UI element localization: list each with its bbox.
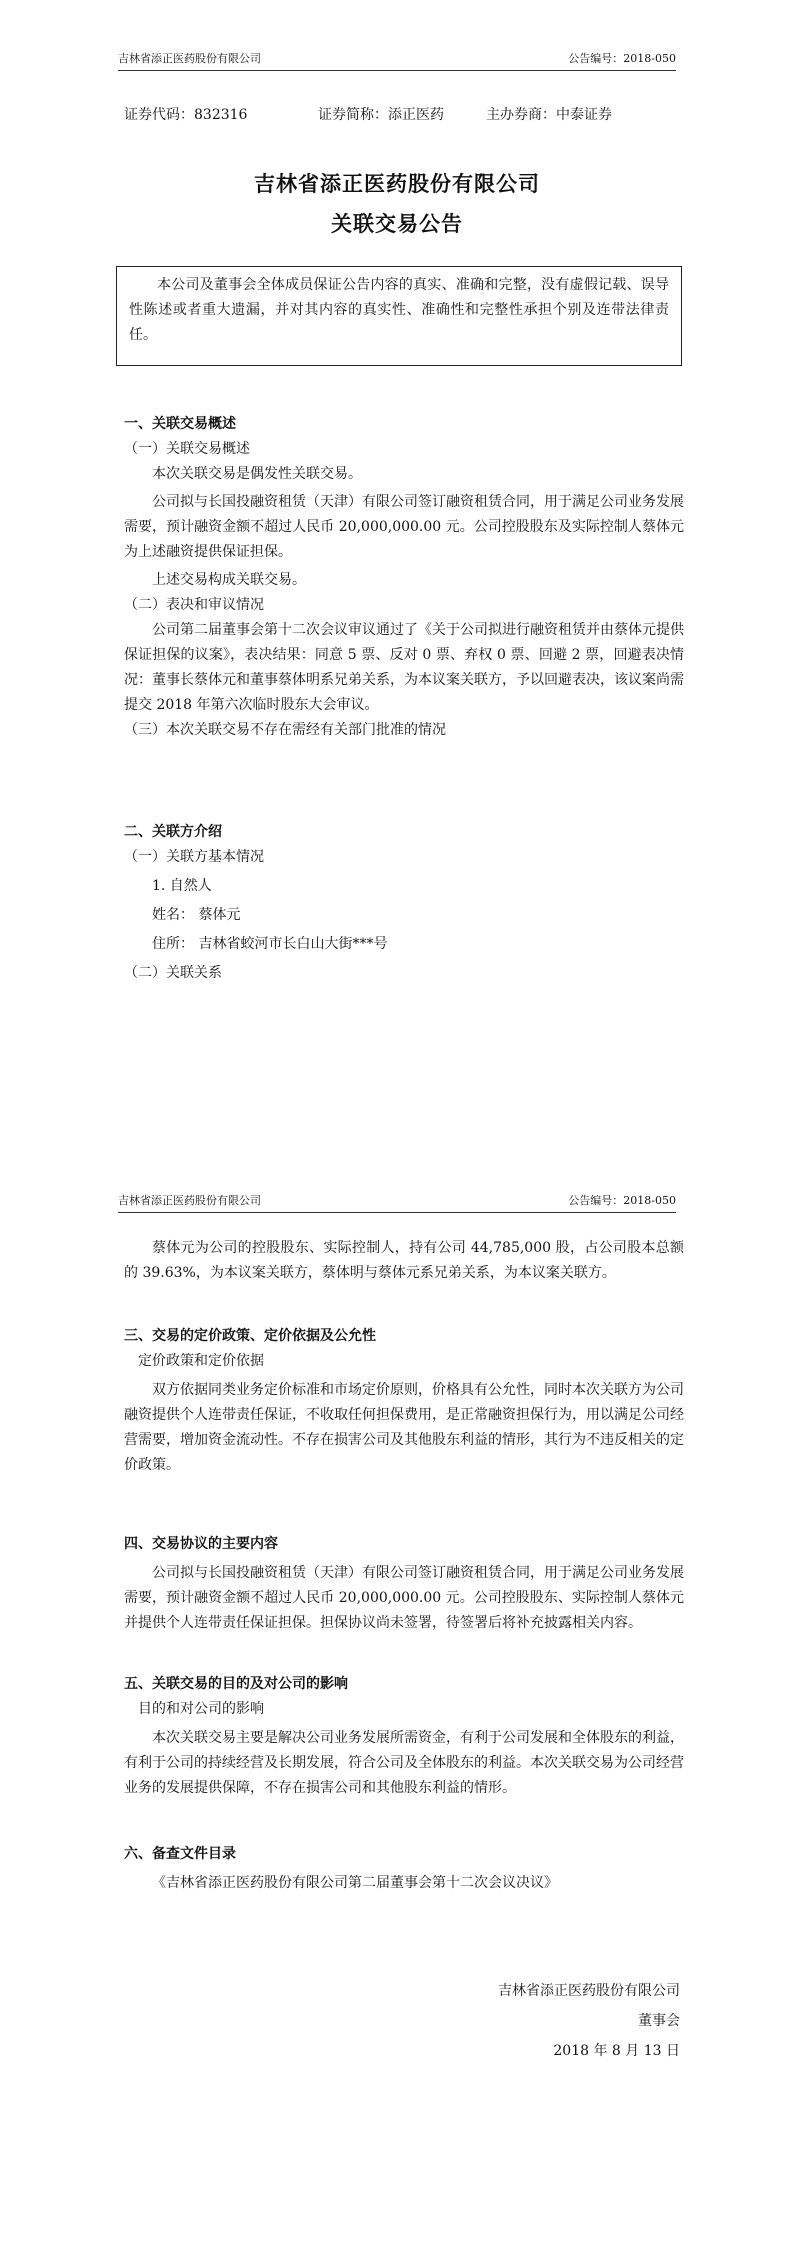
document-title-company: 吉林省添正医药股份有限公司	[254, 171, 540, 196]
section-3	[124, 1324, 684, 1478]
section-4-title: 四、交易协议的主要内容	[124, 1536, 278, 1552]
paragraph: 公司拟与长国投融资租赁（天津）有限公司签订融资租赁合同，用于满足公司业务发展需要，预计融资金额不超过人民币 20,000,000.00 元。公司控股股东及实际控制人蔡体元为上述融资提供保证担保。	[124, 494, 684, 560]
section-1	[124, 412, 684, 743]
header-company: 吉林省添正医药股份有限公司	[118, 52, 261, 65]
page-header	[118, 1192, 676, 1213]
signature-block	[498, 1976, 680, 2066]
related-party-address: 住所： 吉林省蛟河市长白山大街***号	[152, 936, 388, 952]
section-6-title: 六、备查文件目录	[124, 1846, 236, 1862]
stock-name: 证券简称：添正医药	[318, 107, 444, 123]
section-3-sub: 定价政策和定价依据	[138, 1353, 264, 1369]
section-5	[124, 1672, 684, 1801]
paragraph: 公司第二届董事会第十二次会议审议通过了《关于公司拟进行融资租赁并由蔡体元提供保证担保的议案》，表决结果：同意 5 票、反对 0 票、弃权 0 票、回避 2 票，回避表决情况：董事长蔡体元和董事蔡体明系兄弟关系，为本议案关联方，予以回避表决，该议案尚需提交 2018 年第六次临时股东大会审议。	[124, 622, 684, 713]
stock-code: 证券代码：832316	[124, 107, 248, 123]
page-header	[118, 50, 676, 71]
section-1-sub-2: （二）表决和审议情况	[124, 597, 264, 613]
header-code: 公告编号：2018-050	[568, 1194, 676, 1207]
paragraph: 上述交易构成关联交易。	[152, 572, 306, 588]
section-1-sub-3: （三）本次关联交易不存在需经有关部门批准的情况	[124, 722, 446, 738]
sponsor: 主办券商：中泰证券	[486, 107, 612, 123]
section-5-sub: 目的和对公司的影响	[138, 1701, 264, 1717]
responsibility-notice: 本公司及董事会全体成员保证公告内容的真实、准确和完整，没有虚假记载、误导性陈述或者重大遗漏，并对其内容的真实性、准确性和完整性承担个别及连带法律责任。	[116, 266, 682, 366]
section-2-sub-2: （二）关联关系	[124, 965, 222, 981]
document-title: 关联交易公告	[331, 211, 463, 236]
section-2-sub-1: （一）关联方基本情况	[124, 849, 264, 865]
section-2	[124, 820, 684, 986]
paragraph: 公司拟与长国投融资租赁（天津）有限公司签订融资租赁合同，用于满足公司业务发展需要，预计融资金额不超过人民币 20,000,000.00 元。公司控股股东、实际控制人蔡体元并提供个人连带责任保证担保。担保协议尚未签署，待签署后将补充披露相关内容。	[124, 1565, 684, 1631]
signature-company: 吉林省添正医药股份有限公司	[498, 1983, 680, 1999]
signature-date: 2018 年 8 月 13 日	[553, 2043, 680, 2059]
header-code: 公告编号：2018-050	[568, 52, 676, 65]
section-2-title: 二、关联方介绍	[124, 824, 222, 840]
header-company: 吉林省添正医药股份有限公司	[118, 1194, 261, 1207]
section-3-title: 三、交易的定价政策、定价依据及公允性	[124, 1328, 376, 1344]
section-1-title: 一、关联交易概述	[124, 416, 236, 432]
section-5-title: 五、关联交易的目的及对公司的影响	[124, 1676, 348, 1692]
reference-document: 《吉林省添正医药股份有限公司第二届董事会第十二次会议决议》	[152, 1875, 558, 1891]
section-6	[124, 1842, 684, 1896]
section-4	[124, 1532, 684, 1636]
page-2	[0, 1140, 794, 2246]
related-party-name: 姓名： 蔡体元	[152, 907, 241, 923]
paragraph: 本次关联交易是偶发性关联交易。	[152, 466, 362, 482]
signature-board: 董事会	[638, 2013, 680, 2029]
list-item: 1. 自然人	[152, 878, 212, 894]
relation-paragraph	[124, 1236, 684, 1286]
paragraph: 双方依据同类业务定价标准和市场定价原则，价格具有公允性，同时本次关联方为公司融资提供个人连带责任保证，不收取任何担保费用，是正常融资担保行为，用以满足公司经营需要，增加资金流动性。不存在损害公司及其他股东利益的情形，其行为不违反相关的定价政策。	[124, 1382, 684, 1473]
paragraph: 本次关联交易主要是解决公司业务发展所需资金，有利于公司发展和全体股东的利益，有利于公司的持续经营及长期发展，符合公司及全体股东的利益。本次关联交易为公司经营业务的发展提供保障，不存在损害公司和其他股东利益的情形。	[124, 1730, 684, 1796]
section-1-sub-1: （一）关联交易概述	[124, 441, 250, 457]
paragraph: 蔡体元为公司的控股股东、实际控制人，持有公司 44,785,000 股，占公司股本总额的 39.63%，为本议案关联方，蔡体明与蔡体元系兄弟关系，为本议案关联方。	[124, 1240, 684, 1281]
